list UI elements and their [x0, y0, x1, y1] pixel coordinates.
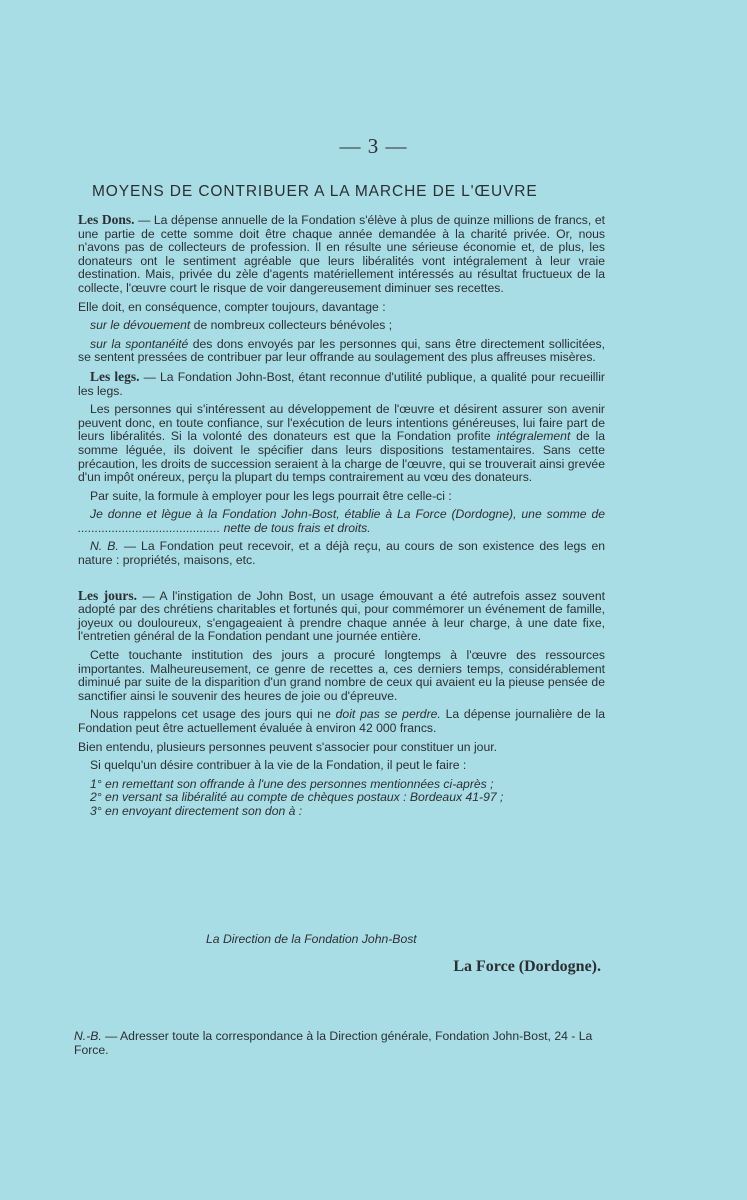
- list-item: 1° en remettant son offrande à l'une des personnes mentionnées ci-après ;: [90, 776, 494, 791]
- dons-lead: Les Dons.: [78, 212, 135, 227]
- contribution-list: [90, 778, 605, 818]
- dons-paragraph: Les Dons. — La dépense annuelle de la Fondation s'élève à plus de quinze millions de francs, et une partie de cette somme doit être chaque année demandée à la charité privée. Or, nous n'avons pas de collecteurs de profession. Il en résulte une sérieuse économie et, de plus, les donateurs ont le sentiment agréable que leurs libéralités vont intégralement à leur vraie destination. Mais, privée du zèle d'agents matériellement intéressés au résultat fructueux de la collecte, l'œuvre court le risque de voir dangereusement diminuer ses recettes.: [78, 212, 606, 295]
- signature: La Direction de la Fondation John-Bost: [206, 932, 417, 946]
- jours-lead: Les jours.: [78, 587, 138, 603]
- section-heading: MOYENS DE CONTRIBUER A LA MARCHE DE L'ŒUVRE: [92, 183, 538, 200]
- legs-paragraph-2: Les personnes qui s'intéressent au développement de l'œuvre et désirent assurer son avenir peuvent donc, en toute confiance, sur l'exécution de leurs intentions généreuses, lui faire part de leurs libéralités. Si la volonté des donateurs est que la Fondation profite intégralement de la somme léguée, ils doivent le spécifier dans leurs dispositions testamentaires. Sans cette précaution, les droits de succession seraient à la charge de l'œuvre, qui se trouverait ainsi grevée d'un impôt onéreux, perçu la plupart du temps contrairement au vœu des donateurs.: [78, 402, 605, 485]
- page-number: — 3 —: [339, 134, 408, 158]
- legs-paragraph: Les legs. — La Fondation John-Bost, étant reconnue d'utilité publique, a qualité pour recueillir les legs.: [78, 368, 605, 398]
- jours-paragraph-3: Nous rappelons cet usage des jours qui ne doit pas se perdre. La dépense journalière de la Fondation peut être actuellement évaluée à environ 42 000 francs.: [78, 707, 606, 735]
- dons-paragraph-3: sur le dévouement de nombreux collecteurs bénévoles ;: [90, 318, 393, 333]
- legs-formula: Je donne et lègue à la Fondation John-Bost, établie à La Force (Dordogne), une somme de .......................................... nette de tous frais et droits.: [78, 507, 605, 535]
- jours-paragraph-2: Cette touchante institution des jours a procuré longtemps à l'œuvre des ressources importantes. Malheureusement, ce genre de recettes a, ces derniers temps, considérablement diminué par suite de la disparition d'un grand nombre de ceux qui avaient eu la pieuse pensée de sanctifier ainsi le souvenir des heures de joie ou d'épreuve.: [78, 648, 605, 703]
- jours-paragraph-5: Si quelqu'un désire contribuer à la vie de la Fondation, il peut le faire :: [90, 758, 467, 773]
- jours-paragraph-4: Bien entendu, plusieurs personnes peuvent s'associer pour constituer un jour.: [78, 739, 497, 754]
- legs-lead: Les legs.: [90, 368, 140, 384]
- section-gap: [78, 573, 605, 589]
- dons-paragraph-2: Elle doit, en conséquence, compter toujours, davantage :: [78, 299, 386, 314]
- legs-paragraph-3: Par suite, la formule à employer pour les legs pourrait être celle-ci :: [90, 488, 452, 503]
- legs-nb: N. B. — La Fondation peut recevoir, et a déjà reçu, au cours de son existence des legs en nature : propriétés, maisons, etc.: [78, 539, 605, 568]
- list-item: 2° en versant sa libéralité au compte de chèques postaux : Bordeaux 41-97 ;: [90, 790, 504, 805]
- list-item: 3° en envoyant directement son don à :: [90, 803, 303, 818]
- dons-paragraph-4: sur la spontanéité des dons envoyés par les personnes qui, sans être directement sollicitées, se sentent pressées de contribuer par leur offrande au soulagement des plus affreuses misères.: [78, 336, 605, 365]
- jours-paragraph: Les jours. — A l'instigation de John Bost, un usage émouvant a été autrefois assez souvent adopté par des chrétiens charitables et fortunés qui, pour commémorer un événement de famille, joyeux ou douloureux, s'engageaient à prendre chaque année à leur charge, à une date fixe, l'entretien général de la Fondation pendant une journée entière.: [78, 587, 605, 644]
- place-name: La Force (Dordogne).: [453, 958, 601, 975]
- document-body: [78, 213, 605, 826]
- footer-note: N.-B. — Adresser toute la correspondance à la Direction générale, Fondation John-Bost, 24 - La Force.: [74, 1029, 593, 1057]
